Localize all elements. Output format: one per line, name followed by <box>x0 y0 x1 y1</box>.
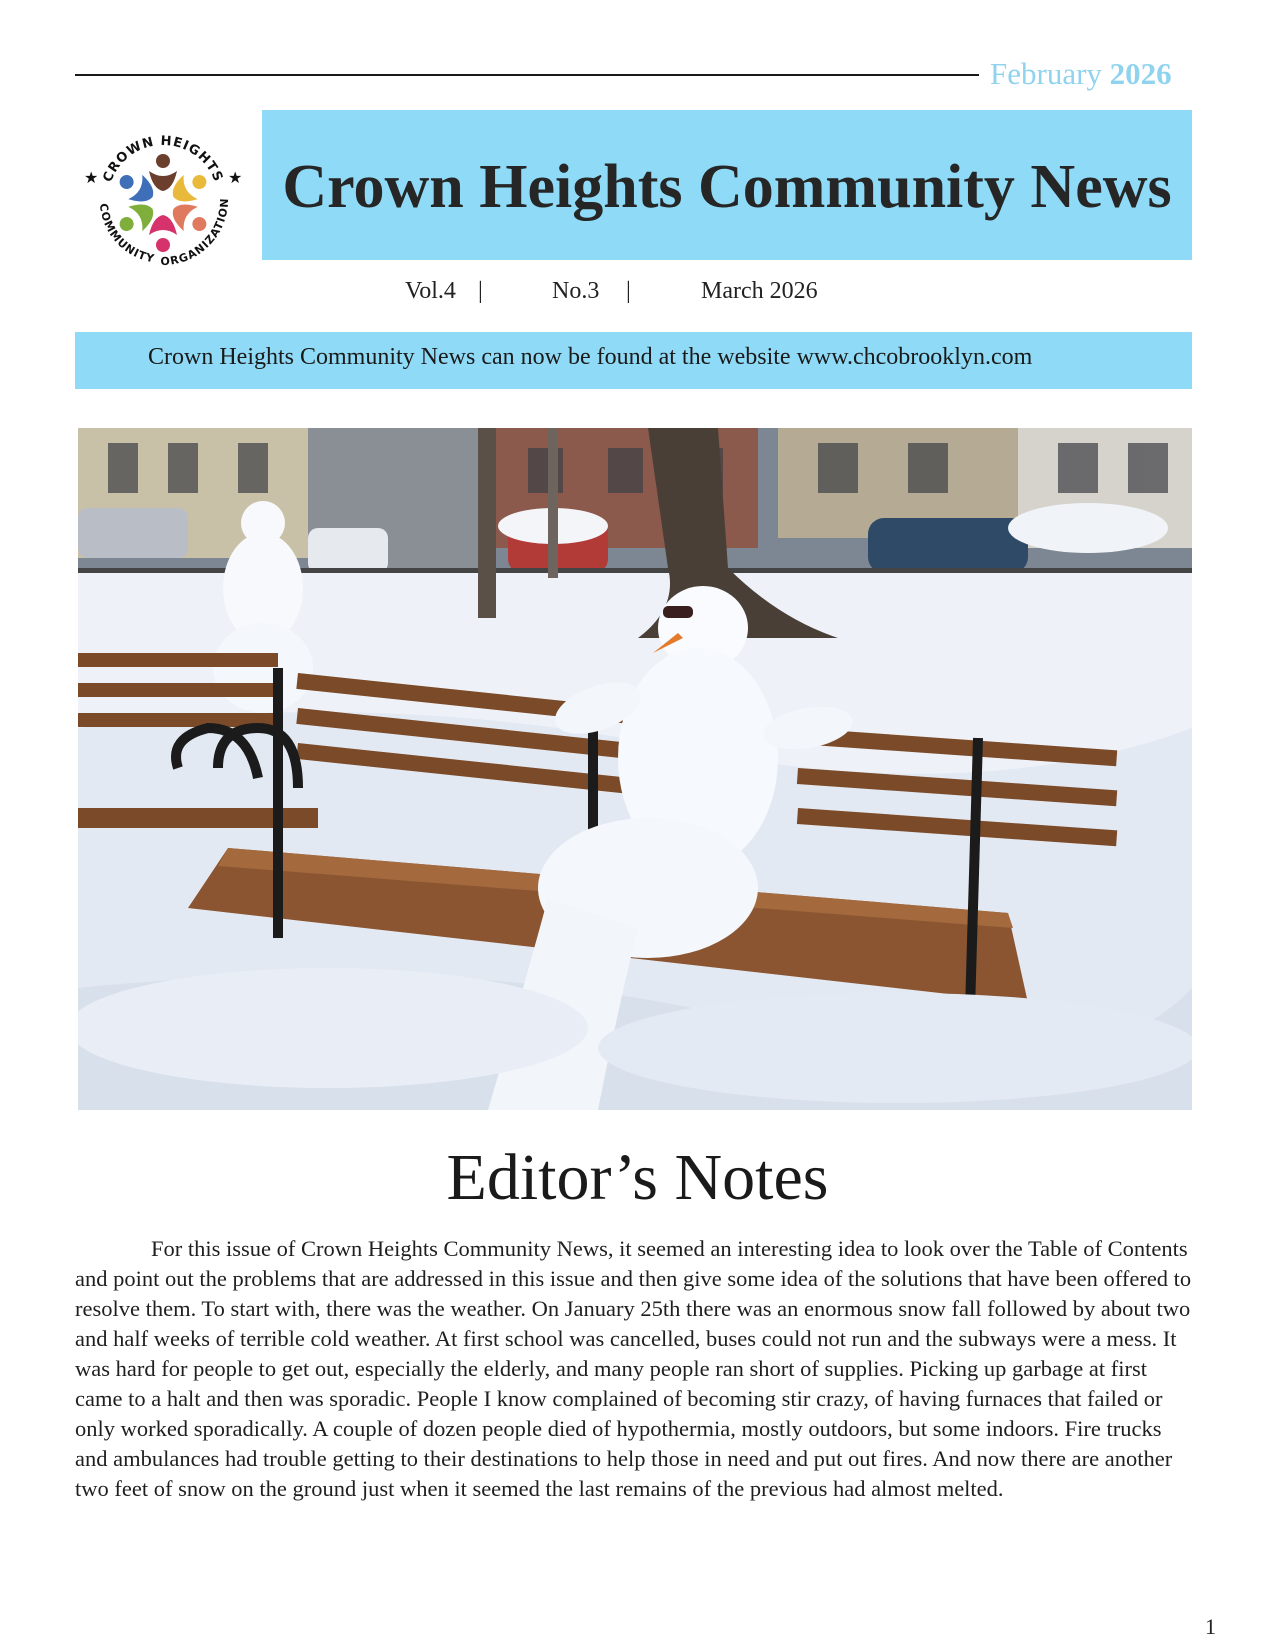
logo-person-figure <box>166 197 212 240</box>
website-notice-bar <box>75 332 1192 389</box>
issue-volume: Vol.4 <box>405 278 456 304</box>
header-rule <box>75 74 979 76</box>
article-paragraph: For this issue of Crown Heights Community News, it seemed an interesting idea to look over the Table of Contents and point out the problems that are addressed in this issue and then give some idea of the solutions that have been offered to resolve them. To start with, there was the weather. On January 25th there was an enormous snow fall followed by about two and half weeks of terrible cold weather. At first school was cancelled, buses could not run and the subways were a mess. It was hard for people to get out, especially the elderly, and many people ran short of supplies. Picking up garbage at first came to a halt and then was sporadic. People I know complained of becoming stir crazy, of having furnaces that failed or only worked sporadically. A couple of dozen people died of hypothermia, mostly outdoors, but some indoors. Fire trucks and ambulances had trouble getting to their destinations to help those in need and put out fires. And now there are another two feet of snow on the ground just when it seemed the last remains of the previous had almost melted. <box>75 1236 1192 1501</box>
logo-person-figure <box>114 166 160 209</box>
masthead-banner <box>262 110 1192 260</box>
issue-separator: | <box>626 278 631 304</box>
people-circle-icon <box>114 154 213 252</box>
article-title: Editor’s Notes <box>446 1141 829 1214</box>
logo-person-figure <box>149 215 177 252</box>
logo-person-figure <box>149 154 177 191</box>
logo-person-figure <box>166 166 212 209</box>
star-icon: ★ <box>228 168 243 187</box>
website-notice: Crown Heights Community News can now be found at the website www.chcobrooklyn.com <box>148 344 1033 370</box>
header-date <box>990 56 1172 92</box>
logo-top-text: CROWN HEIGHTS <box>100 133 226 185</box>
article-body <box>75 1234 1195 1504</box>
page-number: 1 <box>1205 1614 1216 1639</box>
star-icon: ★ <box>84 168 99 187</box>
header-month: February <box>990 56 1102 91</box>
issue-date: March 2026 <box>701 278 818 304</box>
logo-right-text: ORGANIZATION <box>160 197 232 269</box>
issue-separator: | <box>478 278 483 304</box>
logo-left-text: COMMUNITY <box>96 202 157 266</box>
issue-info <box>0 278 1275 312</box>
organization-logo <box>78 115 248 285</box>
masthead-title: Crown Heights Community News <box>282 153 1172 221</box>
issue-number: No.3 <box>552 278 600 304</box>
header-year: 2026 <box>1109 56 1172 91</box>
cover-photo <box>78 428 1192 1110</box>
